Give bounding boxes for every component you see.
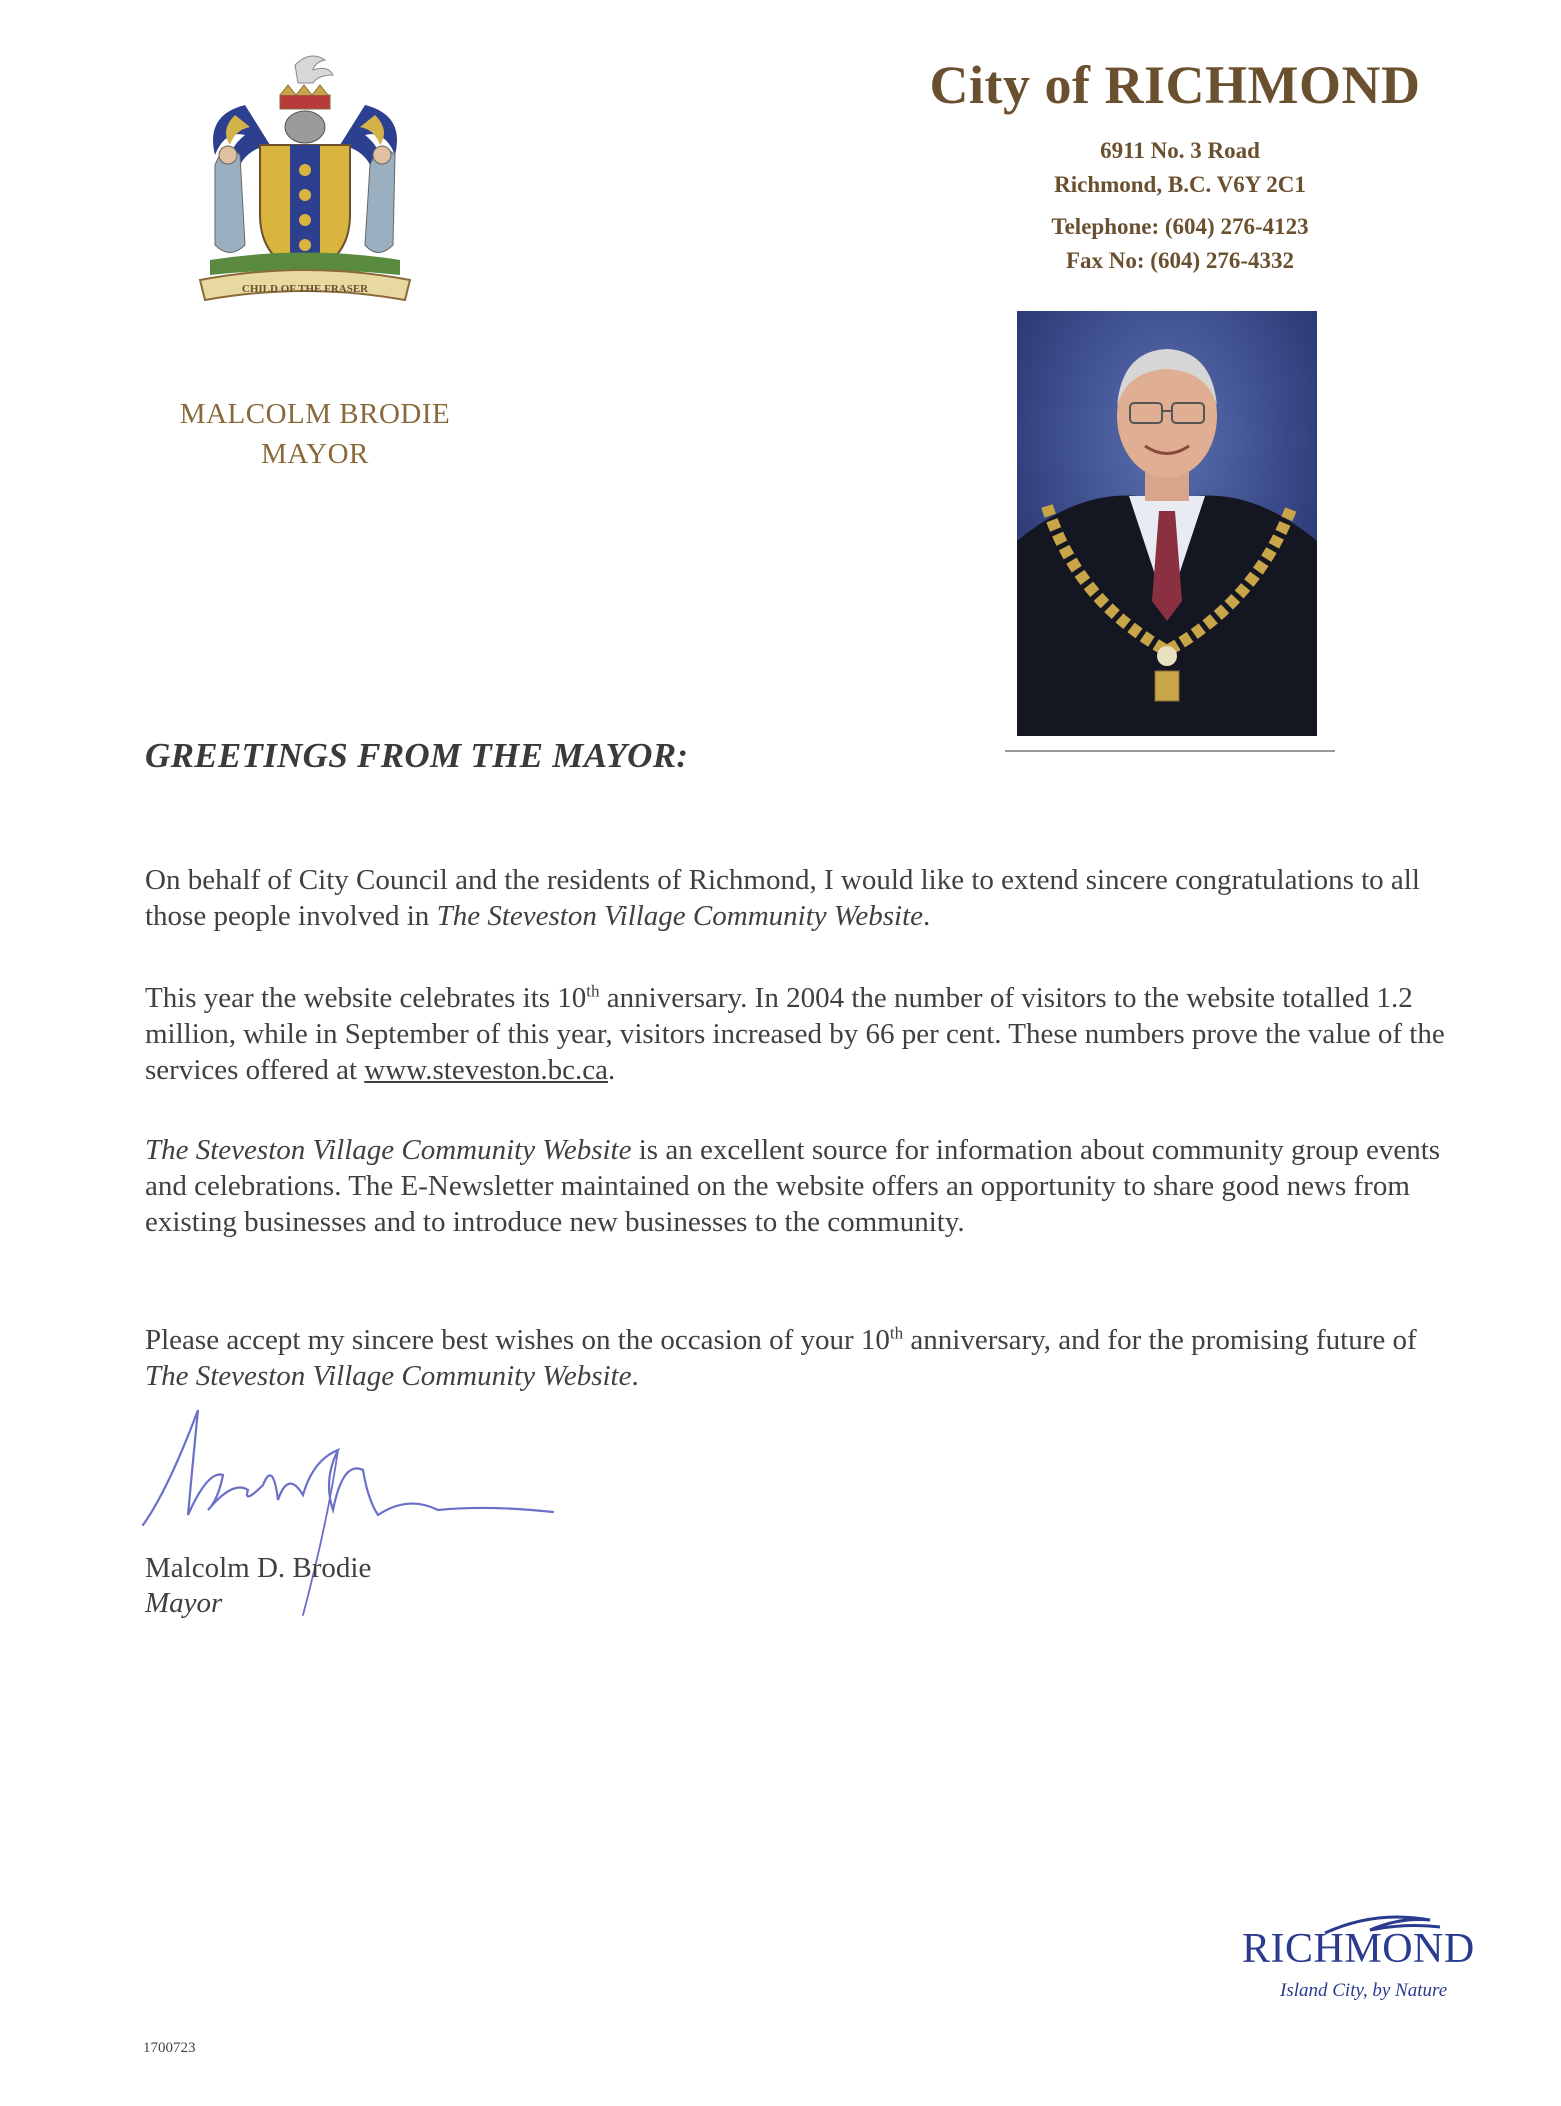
- website-name: The Steveston Village Community Website: [436, 900, 924, 932]
- greeting-heading: GREETINGS FROM THE MAYOR:: [145, 736, 689, 775]
- p4-end: .: [631, 1360, 639, 1392]
- website-link[interactable]: www.steveston.bc.ca: [364, 1054, 609, 1086]
- ordinal-suffix: th: [889, 1323, 904, 1343]
- address-line-2: Richmond, B.C. V6Y 2C1: [1054, 172, 1306, 197]
- mayor-name-block: [140, 394, 490, 474]
- website-name: The Steveston Village Community Website: [145, 1134, 632, 1166]
- p1-text: On behalf of City Council and the residents of Richmond, I would like to extend sincere congratulations to all those people involved in: [145, 864, 1420, 932]
- address-line-1: 6911 No. 3 Road: [1100, 138, 1260, 163]
- logo-tagline: Island City, by Nature: [1280, 1980, 1448, 2001]
- city-coat-of-arms: [185, 45, 425, 345]
- mayor-photo-frame: [1005, 305, 1335, 752]
- telephone: Telephone: (604) 276-4123: [1051, 214, 1309, 239]
- fax: Fax No: (604) 276-4332: [1065, 248, 1295, 273]
- mayor-portrait-photo: [1017, 311, 1317, 736]
- paragraph-4: [145, 1322, 1445, 1394]
- p2-end: .: [608, 1054, 616, 1086]
- paragraph-3: [145, 1132, 1445, 1240]
- p2-text-a: This year the website celebrates its 10: [145, 982, 587, 1014]
- signer-name: Malcolm D. Brodie: [145, 1552, 372, 1584]
- document-number: 1700723: [143, 2040, 196, 2056]
- p2-text-b: anniversary. In 2004 the number of visitors to the website totalled 1.2 million, while in September of this year, visitors increased by 66 per cent. These numbers prove the value of the services offered at: [145, 982, 1445, 1086]
- logo-wordmark: RICHMOND: [1242, 1926, 1475, 1972]
- p4-text-a: Please accept my sincere best wishes on the occasion of your 10: [145, 1324, 890, 1356]
- crest-motto: CHILD OF THE FRASER: [241, 283, 369, 295]
- city-address: [900, 134, 1460, 278]
- mayor-name: MALCOLM BRODIE: [179, 398, 451, 430]
- p3-text: is an excellent source for information about community group events and celebrations. The E-Newsletter maintained on the website offers an opportunity to share good news from existing businesses and to introduce new businesses to the community.: [145, 1134, 1441, 1238]
- paragraph-2: [145, 980, 1445, 1088]
- paragraph-1: [145, 862, 1445, 934]
- p4-text-b: anniversary, and for the promising future of: [903, 1324, 1417, 1356]
- city-title: City of RICHMOND: [929, 55, 1421, 115]
- p1-end: .: [923, 900, 931, 932]
- website-name: The Steveston Village Community Website: [145, 1360, 632, 1392]
- mayor-title: MAYOR: [261, 438, 369, 470]
- signer-title: Mayor: [145, 1587, 223, 1619]
- ordinal-suffix: th: [586, 981, 600, 1001]
